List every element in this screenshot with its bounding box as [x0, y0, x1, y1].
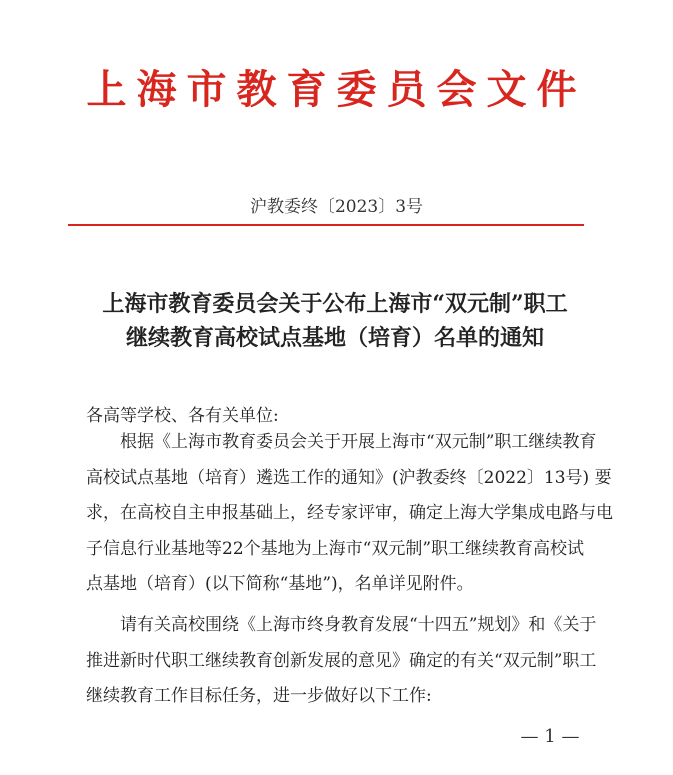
issuer-header: 上海市教育委员会文件: [86, 66, 587, 113]
salutation: 各高等学校、各有关单位:: [86, 406, 279, 426]
page-number: — 1 —: [520, 726, 580, 747]
paragraph-1: [86, 425, 613, 603]
paragraph-line: 求，在高校自主申报基础上，经专家评审，确定上海大学集成电路与电: [86, 503, 613, 523]
paragraph-line: 子信息行业基地等22个基地为上海市“双元制”职工继续教育高校试: [86, 538, 585, 559]
document-number: 沪教委终〔2023〕3号: [249, 197, 424, 217]
document-title: [70, 287, 600, 355]
title-line-1: 上海市教育委员会关于公布上海市“双元制”职工: [102, 291, 568, 317]
title-line-2: 继续教育高校试点基地（培育）名单的通知: [125, 325, 544, 351]
paragraph-2: [86, 608, 606, 715]
paragraph-line: 请有关高校围绕《上海市终身教育发展“十四五”规划》和《关于: [120, 615, 597, 635]
paragraph-line: 推进新时代职工继续教育创新发展的意见》确定的有关“双元制”职工: [86, 650, 597, 671]
red-divider-line: [68, 224, 584, 226]
paragraph-line: 根据《上海市教育委员会关于开展上海市“双元制”职工继续教育: [120, 432, 597, 452]
paragraph-line: 继续教育工作目标任务，进一步做好以下工作:: [86, 686, 432, 706]
paragraph-line: 高校试点基地（培育）遴选工作的通知》(沪教委终〔2022〕13号) 要: [86, 467, 612, 488]
paragraph-line: 点基地（培育）(以下简称“基地”)，名单详见附件。: [86, 574, 474, 594]
